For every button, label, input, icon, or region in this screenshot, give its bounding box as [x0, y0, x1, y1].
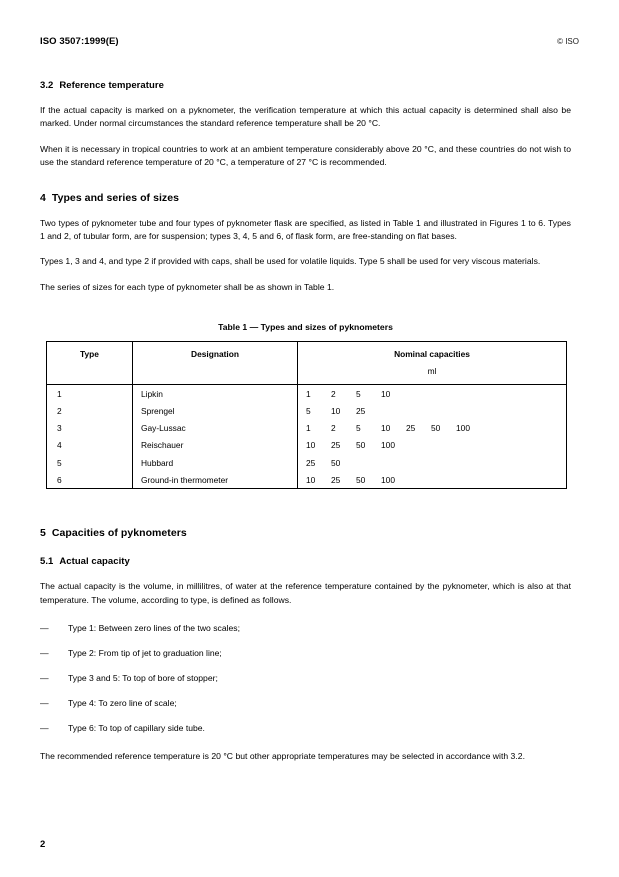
list-item: [40, 647, 571, 660]
paragraph-5-1-2: The recommended reference temperature is 20 °C but other appropriate temperatures may be selected in accordance with 3.2.: [40, 750, 525, 761]
capacity-value: 25: [306, 457, 316, 468]
cell-capacities: [298, 437, 567, 454]
heading-5-1: [40, 556, 571, 567]
table-1-head: [47, 342, 567, 385]
cell-type: 2: [47, 402, 133, 419]
paragraph-5-1-1: The actual capacity is the volume, in millilitres, of water at the reference temperature contained by the pyknometer, which is also at that temperature. The volume, according to type, is defined as follows.: [40, 581, 571, 605]
heading-5-number: 5: [40, 527, 46, 540]
cell-designation: Sprengel: [133, 402, 298, 419]
cell-capacities: [298, 454, 567, 471]
document-header: [40, 36, 579, 50]
capacity-value: 100: [456, 423, 470, 434]
cell-type: 5: [47, 454, 133, 471]
list-item: [40, 672, 571, 685]
capacity-value: 5: [356, 388, 361, 399]
cell-capacities: [298, 385, 567, 403]
heading-4: [40, 192, 571, 204]
paragraph-3-2-1: If the actual capacity is marked on a pyknometer, the verification temperature at which this actual capacity is determined shall also be marked. Under normal circumstances the standard reference temperature shall be 20 °C.: [40, 105, 571, 129]
paragraph-4-2: Types 1, 3 and 4, and type 2 if provided with caps, shall be used for volatile liquids. Type 5 shall be used for very viscous materials.: [40, 256, 541, 267]
list-item-text: Type 6: To top of capillary side tube.: [68, 722, 205, 733]
capacity-value: 50: [356, 440, 366, 451]
capacity-value: 10: [331, 406, 341, 417]
heading-5-title: Capacities of pyknometers: [51, 527, 187, 540]
cell-capacities: [298, 402, 567, 419]
paragraph-4-3: The series of sizes for each type of pyknometer shall be as shown in Table 1.: [40, 281, 335, 292]
list-item-text: Type 4: To zero line of scale;: [68, 697, 177, 708]
capacity-value: 5: [306, 406, 311, 417]
capacity-value: 2: [331, 423, 336, 434]
table-row: [47, 454, 567, 471]
table-1: [46, 341, 567, 489]
heading-4-number: 4: [40, 191, 46, 204]
em-dash-marker: —: [40, 697, 49, 708]
cell-type: 6: [47, 471, 133, 489]
capacity-value: 10: [306, 440, 316, 451]
capacity-value: 25: [356, 406, 366, 417]
heading-3-2-title: Reference temperature: [59, 80, 164, 91]
heading-4-title: Types and series of sizes: [51, 191, 180, 204]
heading-5-1-number: 5.1: [40, 556, 54, 568]
table-1-col-capacities-unit: ml: [427, 366, 437, 377]
table-1-body: [47, 385, 567, 489]
list-item-text: Type 3 and 5: To top of bore of stopper;: [68, 673, 218, 683]
capacity-value: 25: [406, 423, 416, 434]
list-item-text: Type 2: From tip of jet to graduation line;: [68, 648, 222, 659]
table-1-block: [40, 322, 571, 489]
paragraph-4-1: Two types of pyknometer tube and four types of pyknometer flask are specified, as listed in Table 1 and illustrated in Figures 1 to 6. Types 1 and 2, of tubular form, are for suspension; types 3, 4, 5 and 6, of flask form, are free-standing on flat bases.: [40, 217, 571, 242]
cell-designation: Gay-Lussac: [133, 420, 298, 437]
copyright-notice: © ISO: [557, 37, 579, 46]
table-1-col-capacities-label: Nominal capacities: [394, 349, 470, 360]
paragraph-3-2-2: When it is necessary in tropical countries to work at an ambient temperature considerably above 20 °C, and these countries do not wish to use the standard reference temperature of 20 °C, a temperature of 27 °C is recommended.: [40, 143, 571, 168]
table-row: [47, 402, 567, 419]
table-1-caption: Table 1 — Types and sizes of pyknometers: [218, 322, 393, 333]
page-number: 2: [40, 839, 46, 850]
capacity-value: 10: [381, 388, 391, 399]
table-row: [47, 385, 567, 403]
heading-3-2-number: 3.2: [40, 80, 54, 91]
list-item: [40, 722, 571, 735]
table-row: [47, 471, 567, 489]
cell-capacities: [298, 471, 567, 489]
capacity-value: 100: [381, 440, 395, 451]
capacity-value: 50: [431, 423, 441, 434]
em-dash-marker: —: [40, 722, 49, 733]
cell-type: 4: [47, 437, 133, 454]
capacity-value: 2: [331, 388, 336, 399]
cell-designation: Ground-in thermometer: [133, 471, 298, 489]
cell-type: 1: [47, 385, 133, 403]
capacity-value: 50: [331, 457, 341, 468]
list-item: [40, 697, 571, 710]
table-row: [47, 420, 567, 437]
cell-type: 3: [47, 420, 133, 437]
capacity-value: 50: [356, 474, 366, 485]
capacity-value: 25: [331, 440, 341, 451]
cell-designation: Lipkin: [133, 385, 298, 403]
table-row: [47, 437, 567, 454]
capacity-value: 1: [306, 388, 311, 399]
capacity-definition-list: [40, 622, 571, 735]
list-item: [40, 622, 571, 635]
standard-reference: ISO 3507:1999(E): [40, 36, 119, 47]
heading-5-1-title: Actual capacity: [59, 556, 130, 568]
table-1-col-capacities: [298, 342, 567, 385]
em-dash-marker: —: [40, 648, 49, 659]
cell-designation: Hubbard: [133, 454, 298, 471]
heading-3-2: [40, 80, 571, 91]
capacity-value: 25: [331, 474, 341, 485]
list-item-text: Type 1: Between zero lines of the two scales;: [68, 623, 240, 634]
table-1-header-row: [47, 342, 567, 385]
capacity-value: 10: [381, 423, 391, 434]
capacity-value: 10: [306, 474, 316, 485]
em-dash-marker: —: [40, 623, 49, 634]
capacity-value: 100: [381, 474, 395, 485]
capacity-value: 5: [356, 423, 361, 434]
em-dash-marker: —: [40, 673, 49, 683]
capacity-value: 1: [306, 423, 311, 434]
table-1-col-designation: Designation: [133, 342, 298, 385]
document-body: [40, 80, 571, 763]
heading-5: [40, 527, 571, 539]
table-1-col-type: Type: [47, 342, 133, 385]
cell-designation: Reischauer: [133, 437, 298, 454]
cell-capacities: [298, 420, 567, 437]
